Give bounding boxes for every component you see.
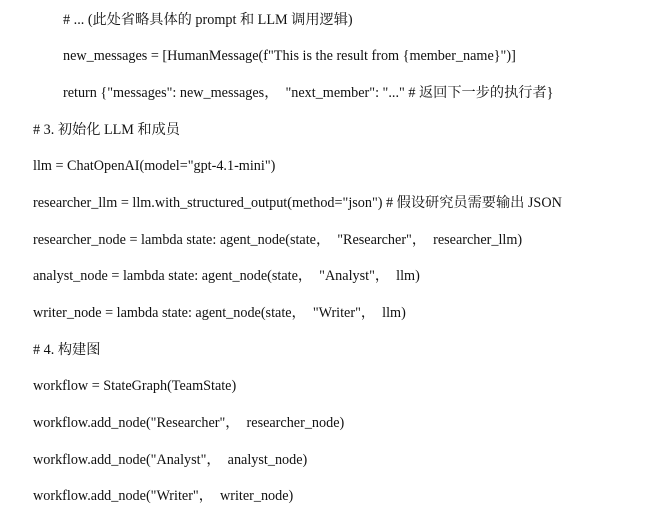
code-line-researcher-llm: researcher_llm = llm.with_structured_output(method="json") # 假设研究员需要输出 JSON — [33, 195, 562, 211]
section-heading-init-llm: # 3. 初始化 LLM 和成员 — [33, 122, 180, 138]
code-line-researcher-node: researcher_node = lambda state: agent_node(state， "Researcher"， researcher_llm) — [33, 232, 523, 248]
code-line-return: return {"messages": new_messages， "next_member": "..." # 返回下一步的执行者} — [63, 85, 554, 101]
code-line-workflow: workflow = StateGraph(TeamState) — [33, 378, 237, 394]
code-line-add-researcher: workflow.add_node("Researcher"， researcher_node) — [33, 415, 345, 431]
code-line-llm: llm = ChatOpenAI(model="gpt-4.1-mini") — [33, 158, 276, 174]
section-heading-build-graph: # 4. 构建图 — [33, 342, 101, 358]
code-line-analyst-node: analyst_node = lambda state: agent_node(state， "Analyst"， llm) — [33, 268, 420, 284]
code-line-comment-omitted: # ... (此处省略具体的 prompt 和 LLM 调用逻辑) — [63, 12, 353, 28]
code-line-writer-node: writer_node = lambda state: agent_node(state， "Writer"， llm) — [33, 305, 406, 321]
code-line-new-messages: new_messages = [HumanMessage(f"This is the result from {member_name}")] — [63, 48, 516, 64]
code-line-add-writer: workflow.add_node("Writer"， writer_node) — [33, 488, 294, 504]
code-line-add-analyst: workflow.add_node("Analyst"， analyst_node) — [33, 452, 308, 468]
